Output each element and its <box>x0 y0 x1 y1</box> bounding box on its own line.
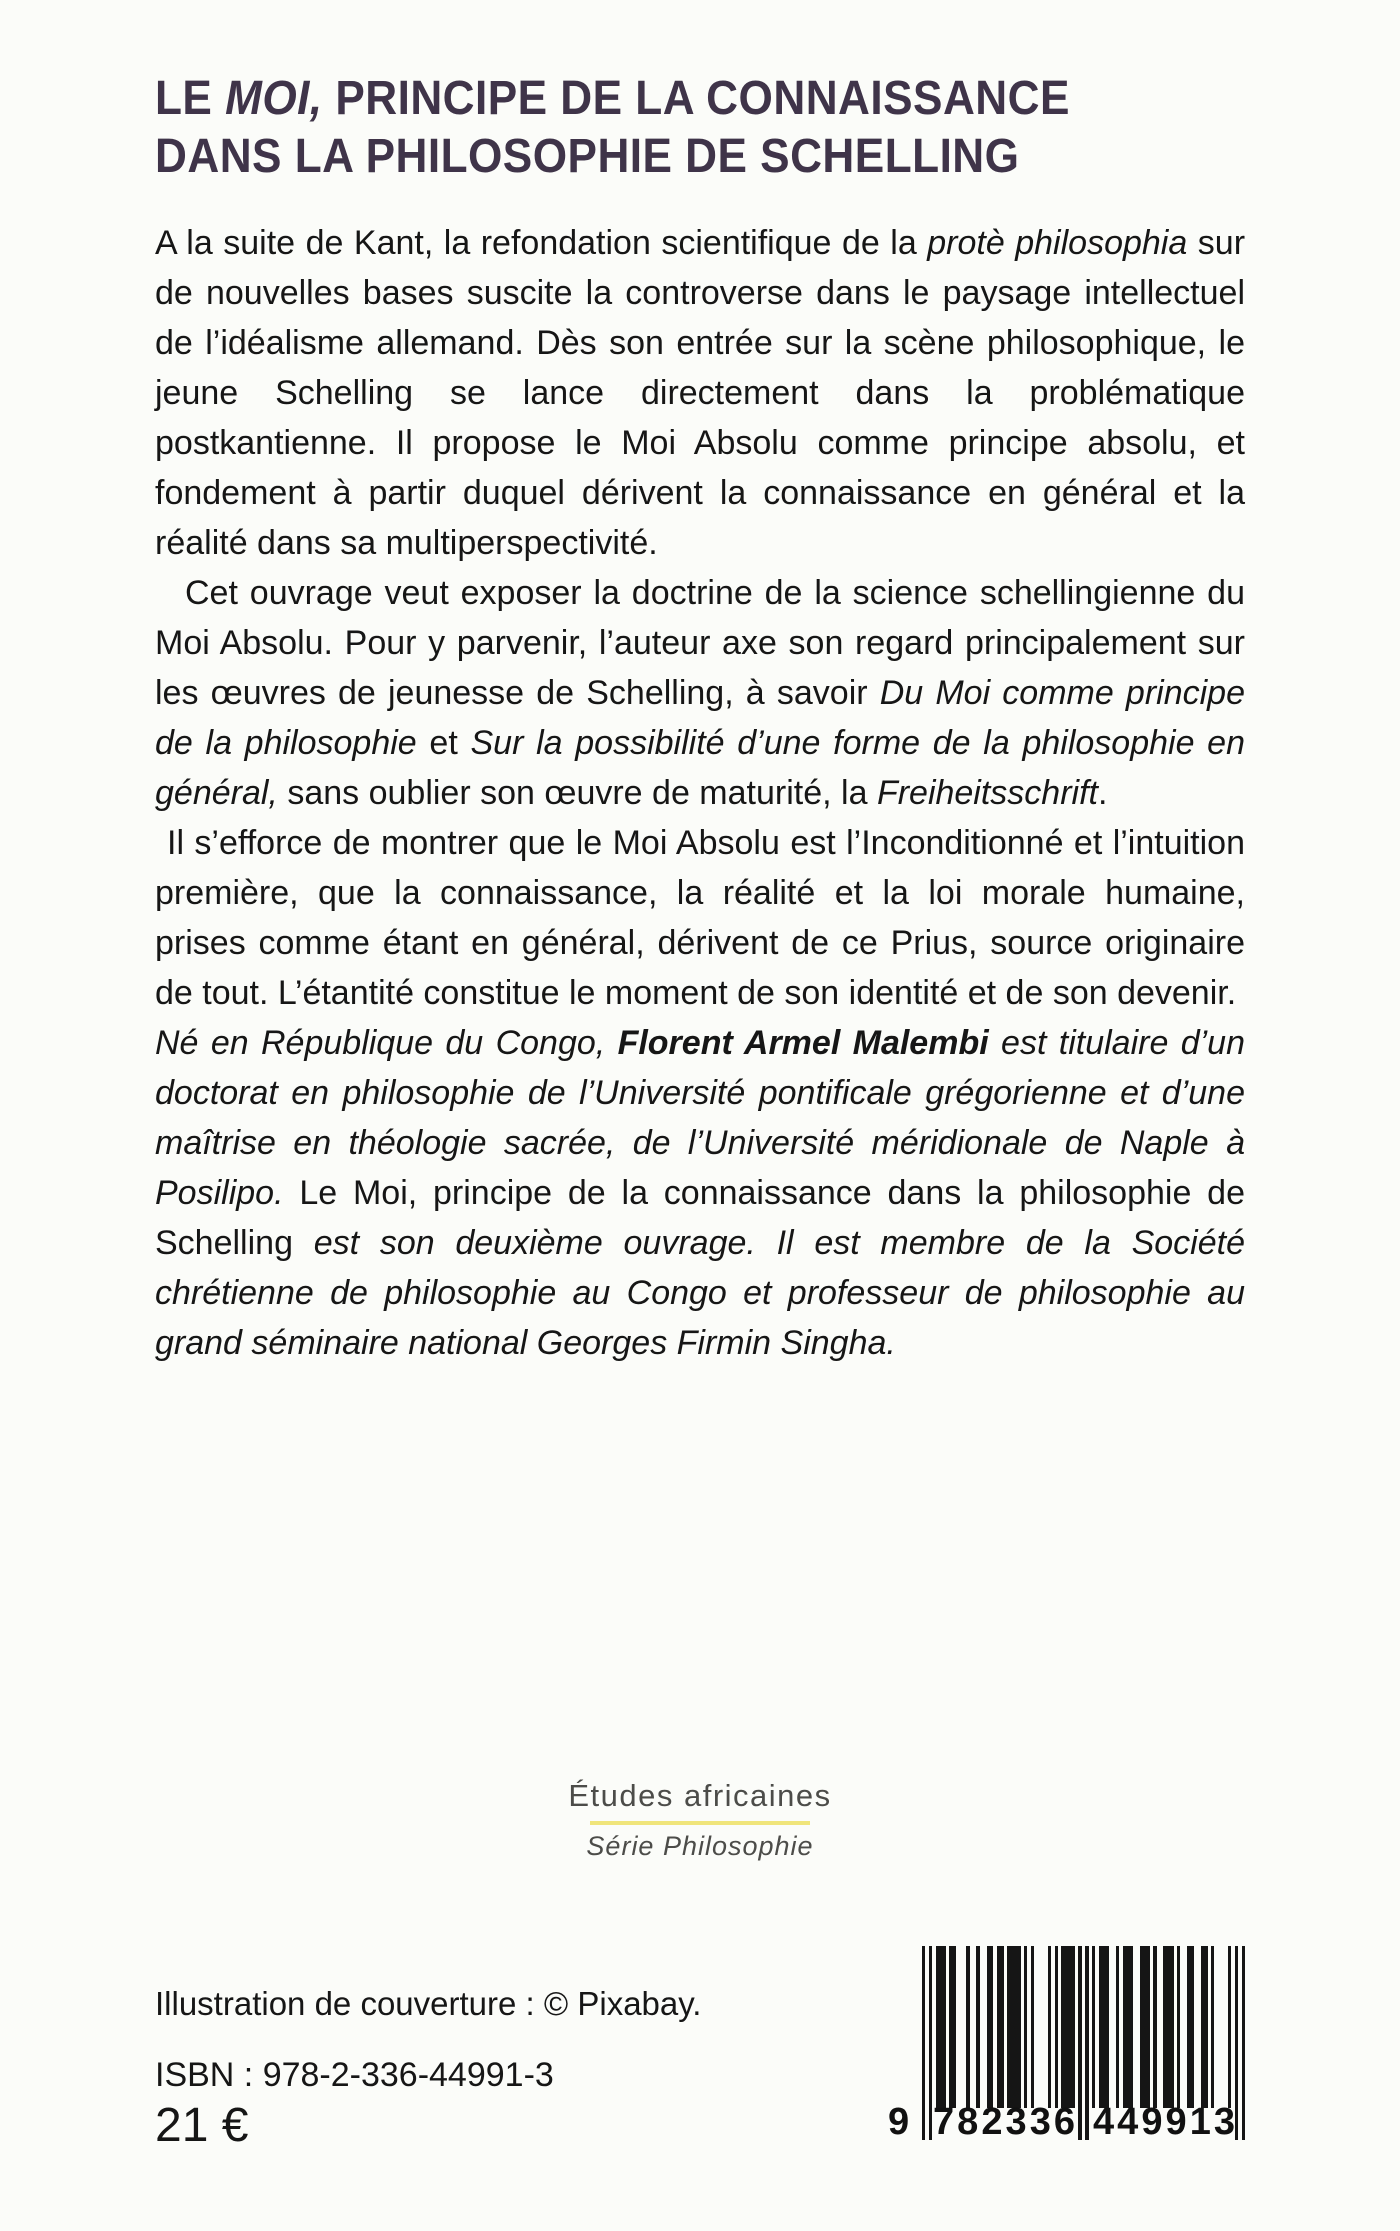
barcode-digit: 6 <box>1053 2101 1075 2143</box>
barcode-digit: 4 <box>1117 2101 1139 2143</box>
barcode-bar <box>1187 1946 1194 2108</box>
text-segment: LE <box>155 72 226 125</box>
barcode-bar <box>922 1946 925 2140</box>
barcode-digit: 4 <box>1093 2101 1115 2143</box>
barcode-bar <box>949 1946 956 2108</box>
text-segment: sur de nouvelles bases suscite la controverse dans le paysage intellectuel de l’idéalisme allemand. Dès son entrée sur la scène philosophique, le jeune Schelling se lance directement dans la problématique postkantienne. Il propose le Moi Absolu comme principe absolu, et fondement à partir duquel dérivent la connaissance en général et la réalité dans sa multiperspectivité. <box>155 224 1246 563</box>
text-segment: A la suite de Kant, la refondation scientifique de la <box>155 224 928 263</box>
barcode-bar <box>976 1946 979 2108</box>
text-segment: sans oublier son œuvre de maturité, la <box>277 774 877 813</box>
text-segment: . <box>1098 774 1108 813</box>
text-segment: est son deuxième ouvrage. Il est membre de la Société chrétienne de philosophie au Congo et professeur de philosophie au grand séminaire national Georges Firmin Singha. <box>155 1224 1245 1363</box>
text-segment: Né en République du Congo, <box>155 1024 618 1063</box>
text-segment: DANS LA PHILOSOPHIE DE SCHELLING <box>155 130 1020 183</box>
barcode-bar <box>1235 1946 1238 2140</box>
blurb-paragraph-3 <box>155 818 1245 1018</box>
price: 21 € <box>155 2099 249 2152</box>
barcode-bar <box>929 1946 932 2140</box>
text-segment: MOI, <box>225 72 323 125</box>
back-cover-content <box>155 0 1245 1368</box>
barcode-bar <box>1061 1946 1075 2108</box>
text-segment: Sur la possibilité d’une forme de la philosophie en général, <box>155 724 1246 813</box>
barcode-digit: 3 <box>1029 2101 1051 2143</box>
text-segment: et <box>416 724 471 763</box>
barcode-bar <box>997 1946 1004 2108</box>
barcode-digit: 3 <box>1005 2101 1027 2143</box>
author-bio <box>155 1018 1245 1368</box>
book-title <box>155 70 1245 186</box>
text-segment: Florent Armel Malembi <box>617 1024 989 1063</box>
barcode-bar <box>1228 1946 1231 2108</box>
text-segment: Cet ouvrage veut exposer la doctrine de la science schellingienne du Moi Absolu. Pour y parvenir, l’auteur axe son regard principalement sur les œuvres de jeunesse de Schelling, à savoir <box>155 574 1245 713</box>
barcode-digit: 7 <box>933 2101 955 2143</box>
text-segment: Du Moi comme principe de la philosophie <box>155 674 1245 763</box>
barcode-bar <box>1078 1946 1081 2140</box>
barcode-digit: 9 <box>1165 2101 1187 2143</box>
blurb-paragraph-1 <box>155 218 1245 568</box>
barcode-bar <box>1140 1946 1150 2108</box>
collection-block <box>0 1778 1400 1862</box>
barcode-bar <box>1163 1946 1173 2108</box>
ean13-barcode <box>884 1946 1256 2156</box>
barcode-bar <box>1055 1946 1058 2108</box>
collection-underline <box>590 1821 810 1825</box>
barcode-bar <box>987 1946 994 2108</box>
text-segment: Le Moi, principe de la connaissance dans la philosophie de Schelling <box>155 1174 1245 1263</box>
barcode-bar <box>1085 1946 1088 2140</box>
back-blurb <box>155 218 1245 1368</box>
barcode-digit: 2 <box>981 2101 1003 2143</box>
barcode-digit: 9 <box>888 2101 910 2143</box>
barcode-digits-left <box>933 2102 1075 2142</box>
barcode-bar <box>936 1946 946 2108</box>
collection-series: Série Philosophie <box>586 1831 814 1861</box>
barcode-bar <box>1007 1946 1021 2108</box>
barcode-bar <box>1211 1946 1214 2108</box>
text-segment: Freiheitsschrift <box>876 774 1098 813</box>
barcode-bar <box>1201 1946 1208 2108</box>
barcode-bar <box>1153 1946 1156 2108</box>
barcode-bar <box>1123 1946 1133 2108</box>
cover-illustration-credit: Illustration de couverture : © Pixabay. <box>155 1985 702 2022</box>
text-segment: est titulaire d’un doctorat en philosophie de l’Université pontificale grégorienne et d’une maîtrise en théologie sacrée, de l’Université méridionale de Naple à Posilipo. <box>155 1024 1245 1213</box>
barcode-bar <box>1116 1946 1119 2108</box>
barcode-digit-first <box>888 2102 914 2142</box>
barcode-bar <box>1242 1946 1245 2140</box>
barcode-digit: 8 <box>957 2101 979 2143</box>
barcode-digit: 1 <box>1189 2101 1211 2143</box>
barcode-bar <box>1092 1946 1095 2108</box>
barcode-bar <box>1031 1946 1034 2108</box>
barcode-bar <box>1048 1946 1051 2108</box>
barcode-digit: 9 <box>1141 2101 1163 2143</box>
book-title-line-1 <box>155 70 1158 128</box>
barcode-digit: 3 <box>1213 2101 1235 2143</box>
isbn: ISBN : 978-2-336-44991-3 <box>155 2056 554 2094</box>
text-segment: Il s’efforce de montrer que le Moi Absolu est l’Inconditionné et l’intuition première, que la connaissance, la réalité et la loi morale humaine, prises comme étant en général, dérivent de ce Prius, source originaire de tout. L’étantité constitue le moment de son identité et de son devenir. <box>155 824 1245 1013</box>
book-title-line-2 <box>155 128 1158 186</box>
collection-name: Études africaines <box>568 1778 832 1813</box>
text-segment: protè philosophia <box>927 224 1188 263</box>
barcode-bar <box>1177 1946 1180 2108</box>
barcode-bar <box>1024 1946 1027 2108</box>
barcode-bar <box>966 1946 969 2108</box>
text-segment: PRINCIPE DE LA CONNAISSANCE <box>322 72 1070 125</box>
barcode-bar <box>1099 1946 1109 2108</box>
blurb-paragraph-2 <box>155 568 1245 818</box>
barcode-digits-right <box>1093 2102 1235 2142</box>
